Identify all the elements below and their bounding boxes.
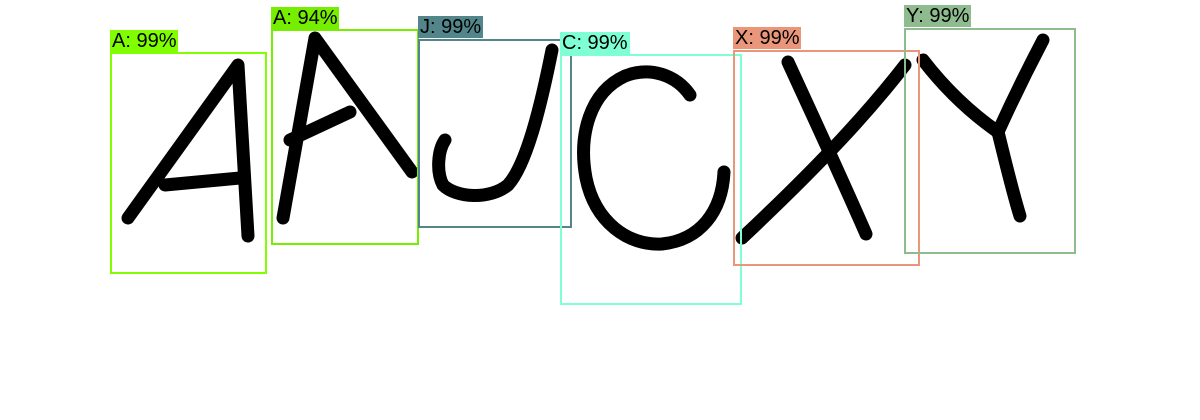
detection-box-c bbox=[560, 54, 742, 305]
detection-label-a-1: A: 99% bbox=[112, 30, 177, 52]
detection-box-a-2 bbox=[271, 29, 419, 245]
detection-box-a-1 bbox=[110, 52, 267, 274]
detection-label-x: X: 99% bbox=[735, 27, 800, 49]
detection-box-y bbox=[904, 28, 1076, 254]
detection-label-a-2: A: 94% bbox=[273, 7, 338, 29]
detection-box-j bbox=[418, 39, 572, 228]
detection-label-j: J: 99% bbox=[420, 16, 482, 38]
detection-label-c: C: 99% bbox=[562, 32, 628, 54]
detection-label-y: Y: 99% bbox=[906, 5, 970, 27]
detection-box-x bbox=[733, 50, 920, 266]
